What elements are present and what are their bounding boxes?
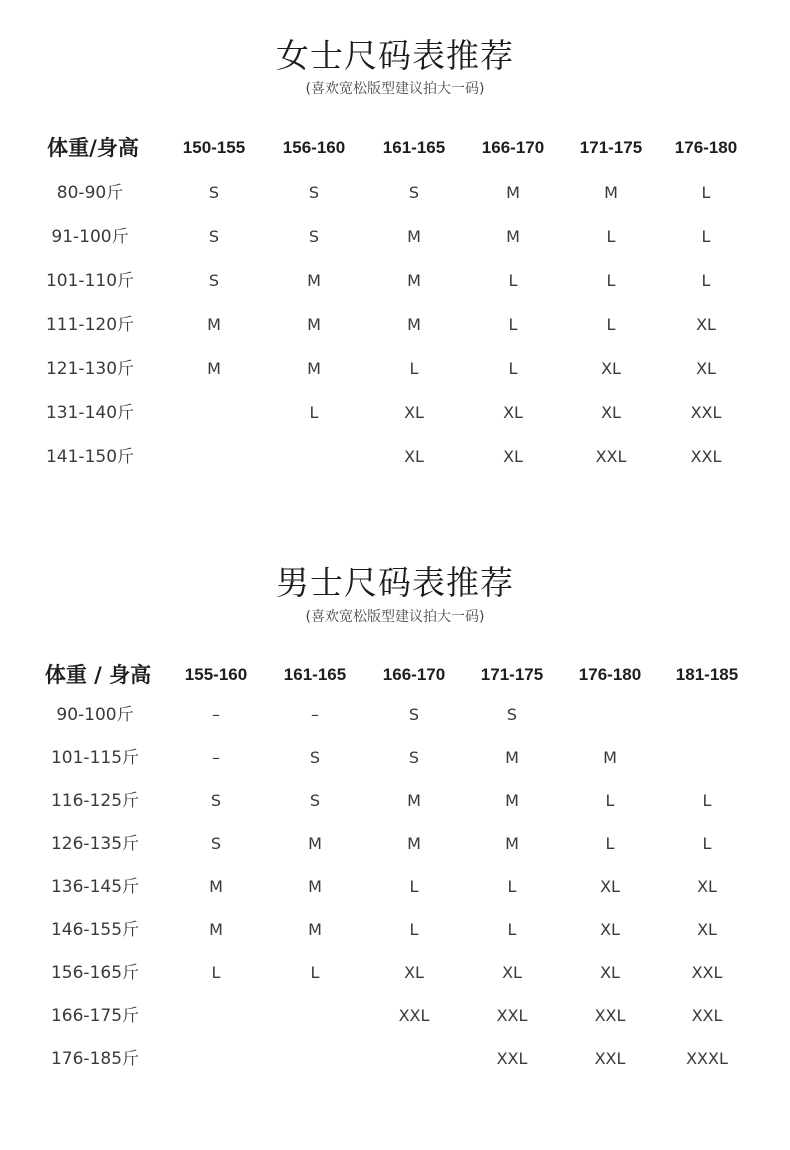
- size-cell: L: [605, 791, 615, 810]
- weight-height-header: 体重 / 身高: [44, 663, 152, 687]
- size-cell: L: [606, 315, 616, 334]
- weight-range-label: 101-110斤: [45, 271, 135, 291]
- size-cell: M: [506, 227, 520, 246]
- size-cell: L: [701, 183, 711, 202]
- size-cell: M: [407, 791, 421, 810]
- size-cell: XXL: [594, 1006, 626, 1025]
- size-cell: L: [507, 877, 517, 896]
- size-cell: M: [308, 877, 322, 896]
- size-cell: XXL: [691, 1006, 723, 1025]
- size-cell: L: [211, 963, 221, 982]
- size-cell: L: [508, 271, 518, 290]
- height-range-header: 171-175: [579, 138, 643, 157]
- size-cell: S: [308, 183, 320, 202]
- weight-range-label: 136-145斤: [50, 877, 140, 897]
- size-cell: XL: [600, 963, 620, 982]
- weight-range-label: 116-125斤: [50, 791, 140, 811]
- size-cell: M: [407, 227, 421, 246]
- size-cell: S: [309, 791, 321, 810]
- weight-range-label: 101-115斤: [50, 748, 140, 768]
- table-row: [0, 829, 790, 859]
- size-cell: M: [307, 359, 321, 378]
- size-cell: M: [407, 834, 421, 853]
- size-cell: XL: [404, 403, 424, 422]
- weight-height-header: 体重/身高: [47, 136, 139, 160]
- table-row: [0, 700, 790, 730]
- weight-range-label: 91-100斤: [51, 227, 129, 247]
- size-cell: XXL: [690, 403, 722, 422]
- size-cell: XL: [600, 877, 620, 896]
- table-row: [0, 1001, 790, 1031]
- size-cell: XL: [404, 447, 424, 466]
- weight-range-label: 176-185斤: [50, 1049, 140, 1069]
- size-cell: XXL: [690, 447, 722, 466]
- size-cell: L: [701, 271, 711, 290]
- size-cell: XL: [696, 315, 716, 334]
- size-cell: M: [505, 834, 519, 853]
- height-range-header: 166-170: [382, 665, 446, 684]
- size-cell: L: [702, 791, 712, 810]
- height-range-header: 176-180: [674, 138, 738, 157]
- weight-range-label: 131-140斤: [45, 403, 135, 423]
- height-range-header: 181-185: [675, 665, 739, 684]
- size-cell: XXL: [595, 447, 627, 466]
- size-cell: M: [307, 315, 321, 334]
- weight-range-label: 146-155斤: [50, 920, 140, 940]
- size-cell: L: [507, 920, 517, 939]
- size-cell: S: [208, 183, 220, 202]
- weight-range-label: 126-135斤: [50, 834, 140, 854]
- size-cell: XL: [697, 877, 717, 896]
- size-cell: S: [408, 705, 420, 724]
- size-cell: L: [409, 877, 419, 896]
- table-row: [0, 872, 790, 902]
- height-range-header: 156-160: [282, 138, 346, 157]
- size-cell: L: [409, 359, 419, 378]
- table-row: [0, 786, 790, 816]
- size-cell: S: [309, 748, 321, 767]
- size-cell: S: [408, 183, 420, 202]
- size-cell: S: [506, 705, 518, 724]
- height-range-header: 176-180: [578, 665, 642, 684]
- height-range-header: 161-165: [283, 665, 347, 684]
- height-range-header: 161-165: [382, 138, 446, 157]
- size-cell: L: [508, 359, 518, 378]
- size-cell: XL: [503, 403, 523, 422]
- size-cell: M: [407, 315, 421, 334]
- table-row: [0, 1044, 790, 1074]
- size-cell: XL: [600, 920, 620, 939]
- size-cell: M: [506, 183, 520, 202]
- size-cell: M: [603, 748, 617, 767]
- size-cell: M: [207, 359, 221, 378]
- header-row: [0, 660, 790, 690]
- size-cell: S: [308, 227, 320, 246]
- size-cell: M: [308, 834, 322, 853]
- table-row: [0, 958, 790, 988]
- size-cell: L: [702, 834, 712, 853]
- size-cell: L: [605, 834, 615, 853]
- weight-range-label: 166-175斤: [50, 1006, 140, 1026]
- size-cell: M: [604, 183, 618, 202]
- weight-range-label: 90-100斤: [56, 705, 134, 725]
- weight-range-label: 80-90斤: [56, 183, 124, 203]
- size-cell: M: [209, 877, 223, 896]
- size-cell: M: [308, 920, 322, 939]
- women-chart-title: 女士尺码表推荐: [276, 36, 514, 75]
- size-cell: M: [207, 315, 221, 334]
- size-cell: XL: [502, 963, 522, 982]
- size-cell: L: [606, 271, 616, 290]
- size-cell: L: [309, 403, 319, 422]
- weight-range-label: 156-165斤: [50, 963, 140, 983]
- size-cell: L: [508, 315, 518, 334]
- table-row: [0, 743, 790, 773]
- size-cell: XL: [503, 447, 523, 466]
- weight-range-label: 111-120斤: [45, 315, 135, 335]
- size-cell: XXL: [496, 1006, 528, 1025]
- height-range-header: 150-155: [182, 138, 246, 157]
- size-cell: –: [212, 748, 220, 767]
- size-cell: XL: [696, 359, 716, 378]
- size-cell: XXL: [691, 963, 723, 982]
- size-cell: XXL: [496, 1049, 528, 1068]
- size-cell: S: [208, 227, 220, 246]
- size-cell: M: [307, 271, 321, 290]
- size-cell: M: [505, 748, 519, 767]
- size-cell: XL: [697, 920, 717, 939]
- height-range-header: 171-175: [480, 665, 544, 684]
- size-cell: L: [606, 227, 616, 246]
- height-range-header: 155-160: [184, 665, 248, 684]
- size-cell: XL: [601, 403, 621, 422]
- size-cell: S: [408, 748, 420, 767]
- height-range-header: 166-170: [481, 138, 545, 157]
- size-cell: L: [310, 963, 320, 982]
- size-cell: L: [409, 920, 419, 939]
- size-cell: –: [212, 705, 220, 724]
- men-chart-subtitle: (喜欢宽松版型建议拍大一码): [305, 609, 485, 625]
- size-cell: S: [210, 791, 222, 810]
- size-cell: S: [208, 271, 220, 290]
- weight-range-label: 141-150斤: [45, 447, 135, 467]
- size-cell: –: [311, 705, 319, 724]
- size-cell: XL: [404, 963, 424, 982]
- size-cell: L: [701, 227, 711, 246]
- men-chart-title: 男士尺码表推荐: [276, 563, 514, 602]
- size-cell: M: [505, 791, 519, 810]
- table-row: [0, 915, 790, 945]
- size-cell: S: [210, 834, 222, 853]
- size-cell: XXL: [594, 1049, 626, 1068]
- size-cell: XXL: [398, 1006, 430, 1025]
- size-cell: M: [209, 920, 223, 939]
- size-cell: XL: [601, 359, 621, 378]
- size-cell: M: [407, 271, 421, 290]
- weight-range-label: 121-130斤: [45, 359, 135, 379]
- women-chart-subtitle: (喜欢宽松版型建议拍大一码): [305, 81, 485, 97]
- size-cell: XXXL: [686, 1049, 728, 1068]
